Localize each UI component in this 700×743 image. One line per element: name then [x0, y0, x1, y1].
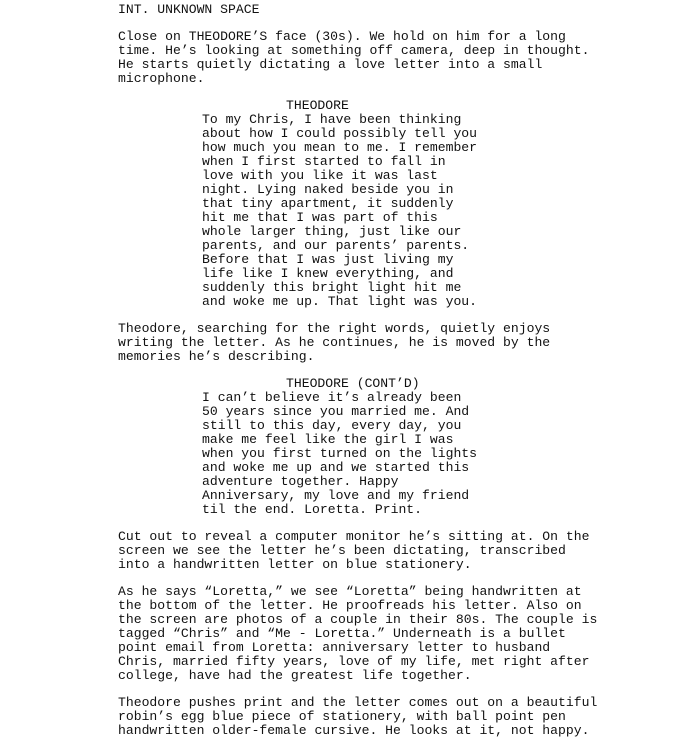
- action-line: handwritten older-female cursive. He looks at it, not happy.: [118, 723, 590, 738]
- dialogue-line: that tiny apartment, it suddenly: [202, 196, 454, 211]
- action-line: tagged “Chris” and “Me - Loretta.” Underneath is a bullet: [118, 626, 566, 641]
- dialogue-line: Anniversary, my love and my friend: [202, 488, 470, 503]
- dialogue-line: whole larger thing, just like our: [202, 224, 462, 239]
- dialogue-line: til the end. Loretta. Print.: [202, 502, 423, 517]
- dialogue-line: and woke me up. That light was you.: [202, 294, 478, 309]
- action-line: Theodore, searching for the right words, quietly enjoys: [118, 321, 551, 336]
- action-line: screen we see the letter he’s been dictating, transcribed: [118, 543, 566, 558]
- character-cue: THEODORE (CONT’D): [286, 376, 420, 391]
- action-line: college, have had the greatest life together.: [118, 668, 472, 683]
- action-line: writing the letter. As he continues, he is moved by the: [118, 335, 551, 350]
- action-line: Close on THEODORE’S face (30s). We hold on him for a long: [118, 29, 566, 44]
- action-line: into a handwritten letter on blue stationery.: [118, 557, 472, 572]
- scene-heading: INT. UNKNOWN SPACE: [118, 2, 260, 17]
- action-line: point email from Loretta: anniversary letter to husband: [118, 640, 551, 655]
- action-line: robin’s egg blue piece of stationery, with ball point pen: [118, 709, 566, 724]
- dialogue-line: love with you like it was last: [202, 168, 438, 183]
- dialogue-line: how much you mean to me. I remember: [202, 140, 478, 155]
- dialogue-line: 50 years since you married me. And: [202, 404, 470, 419]
- dialogue-line: hit me that I was part of this: [202, 210, 438, 225]
- action-line: Theodore pushes print and the letter comes out on a beautiful: [118, 695, 598, 710]
- dialogue-line: night. Lying naked beside you in: [202, 182, 454, 197]
- action-line: memories he’s describing.: [118, 349, 315, 364]
- dialogue-line: adventure together. Happy: [202, 474, 399, 489]
- dialogue-line: Before that I was just living my: [202, 252, 454, 267]
- action-line: Cut out to reveal a computer monitor he’s sitting at. On the: [118, 529, 590, 544]
- dialogue-line: life like I knew everything, and: [202, 266, 454, 281]
- action-line: time. He’s looking at something off camera, deep in thought.: [118, 43, 590, 58]
- character-cue: THEODORE: [286, 98, 349, 113]
- dialogue-line: and woke me up and we started this: [202, 460, 470, 475]
- dialogue-line: make me feel like the girl I was: [202, 432, 454, 447]
- dialogue-line: when I first started to fall in: [202, 154, 446, 169]
- dialogue-line: when you first turned on the lights: [202, 446, 478, 461]
- action-line: microphone.: [118, 71, 205, 86]
- action-line: He starts quietly dictating a love letter into a small: [118, 57, 543, 72]
- dialogue-line: still to this day, every day, you: [202, 418, 462, 433]
- action-line: the screen are photos of a couple in their 80s. The couple is: [118, 612, 598, 627]
- action-line: the bottom of the letter. He proofreads his letter. Also on: [118, 598, 582, 613]
- action-line: As he says “Loretta,” we see “Loretta” being handwritten at: [118, 584, 582, 599]
- dialogue-line: To my Chris, I have been thinking: [202, 112, 462, 127]
- dialogue-line: about how I could possibly tell you: [202, 126, 478, 141]
- dialogue-line: suddenly this bright light hit me: [202, 280, 462, 295]
- dialogue-line: I can’t believe it’s already been: [202, 390, 462, 405]
- action-line: Chris, married fifty years, love of my life, met right after: [118, 654, 590, 669]
- dialogue-line: parents, and our parents’ parents.: [202, 238, 470, 253]
